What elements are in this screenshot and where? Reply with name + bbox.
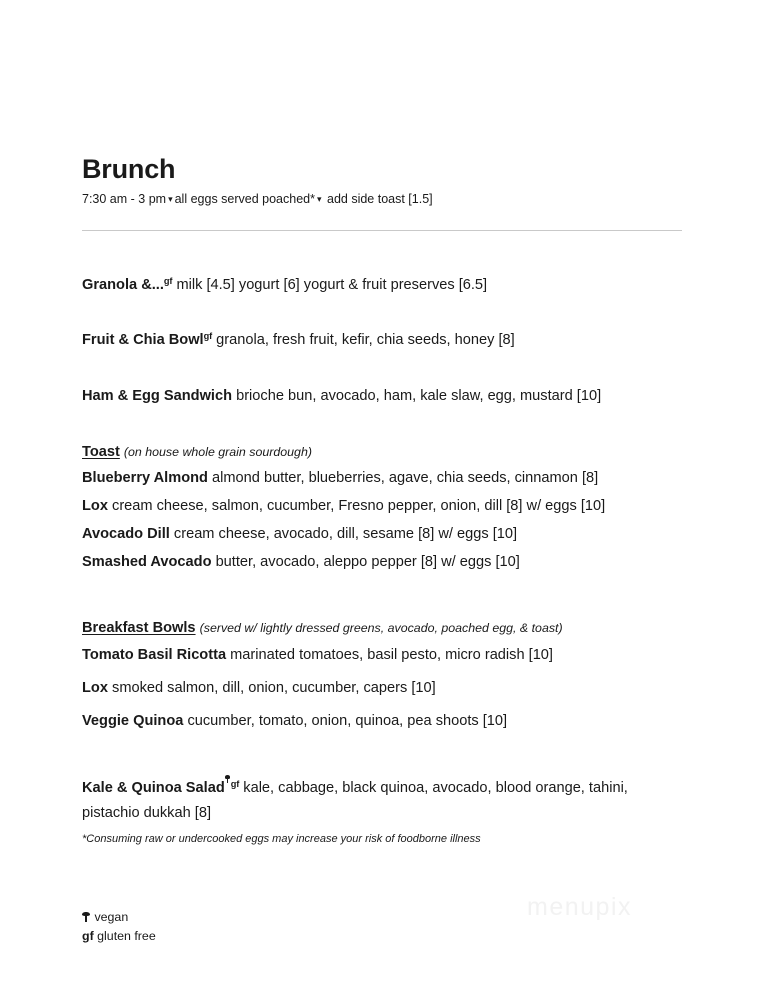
- menu-item-description: cucumber, tomato, onion, quinoa, pea shoots [10]: [187, 712, 508, 729]
- menu-item-name: Lox: [82, 679, 108, 696]
- menu-section-breakfast-bowls: [82, 618, 682, 731]
- vegan-sprout-icon: [82, 908, 91, 927]
- menu-item-description: almond butter, blueberries, agave, chia seeds, cinnamon [8]: [212, 470, 599, 487]
- menu-item-description: milk [4.5] yogurt [6] yogurt & fruit preserves [6.5]: [176, 276, 488, 293]
- section-title: Toast: [82, 443, 120, 460]
- menu-item-granola: [82, 275, 682, 296]
- menu-item-name: Avocado Dill: [82, 525, 170, 542]
- menu-item-description: smoked salmon, dill, onion, cucumber, capers [10]: [112, 679, 436, 696]
- legend-label-gluten-free: gluten free: [97, 929, 156, 944]
- menu-subtitle: [82, 191, 682, 207]
- menu-item-description: marinated tomatoes, basil pesto, micro radish [10]: [230, 647, 553, 664]
- watermark: menupix: [527, 893, 632, 921]
- gluten-free-marker: gf: [230, 779, 240, 790]
- legend: [82, 908, 156, 946]
- section-note: (served w/ lightly dressed greens, avocado, poached egg, & toast): [199, 621, 563, 636]
- menu-item-description: brioche bun, avocado, ham, kale slaw, egg, mustard [10]: [236, 388, 602, 405]
- menu-item-fruit-chia-bowl: [82, 330, 682, 351]
- menu-item-name: Fruit & Chia Bowl: [82, 332, 204, 349]
- menu-item-name: Veggie Quinoa: [82, 712, 184, 729]
- menu-item-tomato-basil-ricotta: [82, 645, 682, 666]
- menu-item-lox-toast: [82, 496, 682, 517]
- separator-triangle-icon: ▾: [316, 193, 322, 204]
- page-title: Brunch: [82, 154, 176, 184]
- menu-item-description: granola, fresh fruit, kefir, chia seeds, honey [8]: [216, 332, 515, 349]
- legend-label-vegan: vegan: [94, 910, 129, 924]
- menu-item-veggie-quinoa: [82, 711, 682, 732]
- menu-hours: 7:30 am - 3 pm: [82, 192, 167, 207]
- menu-item-name: Ham & Egg Sandwich: [82, 388, 233, 405]
- legend-row-gluten-free: [82, 927, 156, 946]
- menu-section-toast: [82, 442, 682, 573]
- menu-item-name: Kale & Quinoa Salad: [82, 780, 225, 797]
- menu-item-description: butter, avocado, aleppo pepper [8] w/ eggs [10]: [215, 553, 520, 570]
- menu-item-blueberry-almond: [82, 468, 682, 489]
- menu-item-name: Lox: [82, 498, 108, 515]
- menu-item-description: kale, cabbage, black quinoa, avocado, blood orange, tahini, pistachio dukkah [8]: [82, 780, 628, 822]
- separator-triangle-icon: ▾: [168, 193, 173, 204]
- menu-note-eggs: all eggs served poached*: [174, 192, 315, 207]
- menu-item-name: Smashed Avocado: [82, 553, 212, 570]
- menu-note-side-toast: add side toast [1.5]: [327, 192, 433, 207]
- menu-item-avocado-dill: [82, 524, 682, 545]
- menu-item-description: cream cheese, salmon, cucumber, Fresno pepper, onion, dill [8] w/ eggs [10]: [112, 498, 606, 515]
- watermark-upper-line: [527, 872, 531, 886]
- menu-item-kale-quinoa-salad: [82, 775, 682, 826]
- legend-key-gluten-free: gf: [82, 929, 94, 944]
- menu-item-description: cream cheese, avocado, dill, sesame [8] w/ eggs [10]: [173, 525, 518, 542]
- header-divider: [82, 230, 682, 231]
- menu-item-name: Granola &...: [82, 276, 164, 293]
- gluten-free-marker: gf: [163, 275, 173, 286]
- menu-item-lox-bowl: [82, 678, 682, 699]
- menu-item-smashed-avocado: [82, 552, 682, 573]
- menu-item-name: Blueberry Almond: [82, 470, 208, 487]
- legend-row-vegan: [82, 908, 156, 927]
- gluten-free-marker: gf: [203, 331, 213, 342]
- menu-item-ham-egg-sandwich: [82, 386, 682, 407]
- section-heading: [82, 618, 682, 639]
- menu-item-name: Tomato Basil Ricotta: [82, 647, 227, 664]
- allergen-footnote: *Consuming raw or undercooked eggs may increase your risk of foodborne illness: [82, 833, 481, 846]
- menu-content: [82, 155, 682, 858]
- section-title: Breakfast Bowls: [82, 620, 196, 637]
- vegan-sprout-icon: [225, 775, 231, 783]
- section-note: (on house whole grain sourdough): [123, 444, 312, 459]
- section-heading: [82, 442, 682, 463]
